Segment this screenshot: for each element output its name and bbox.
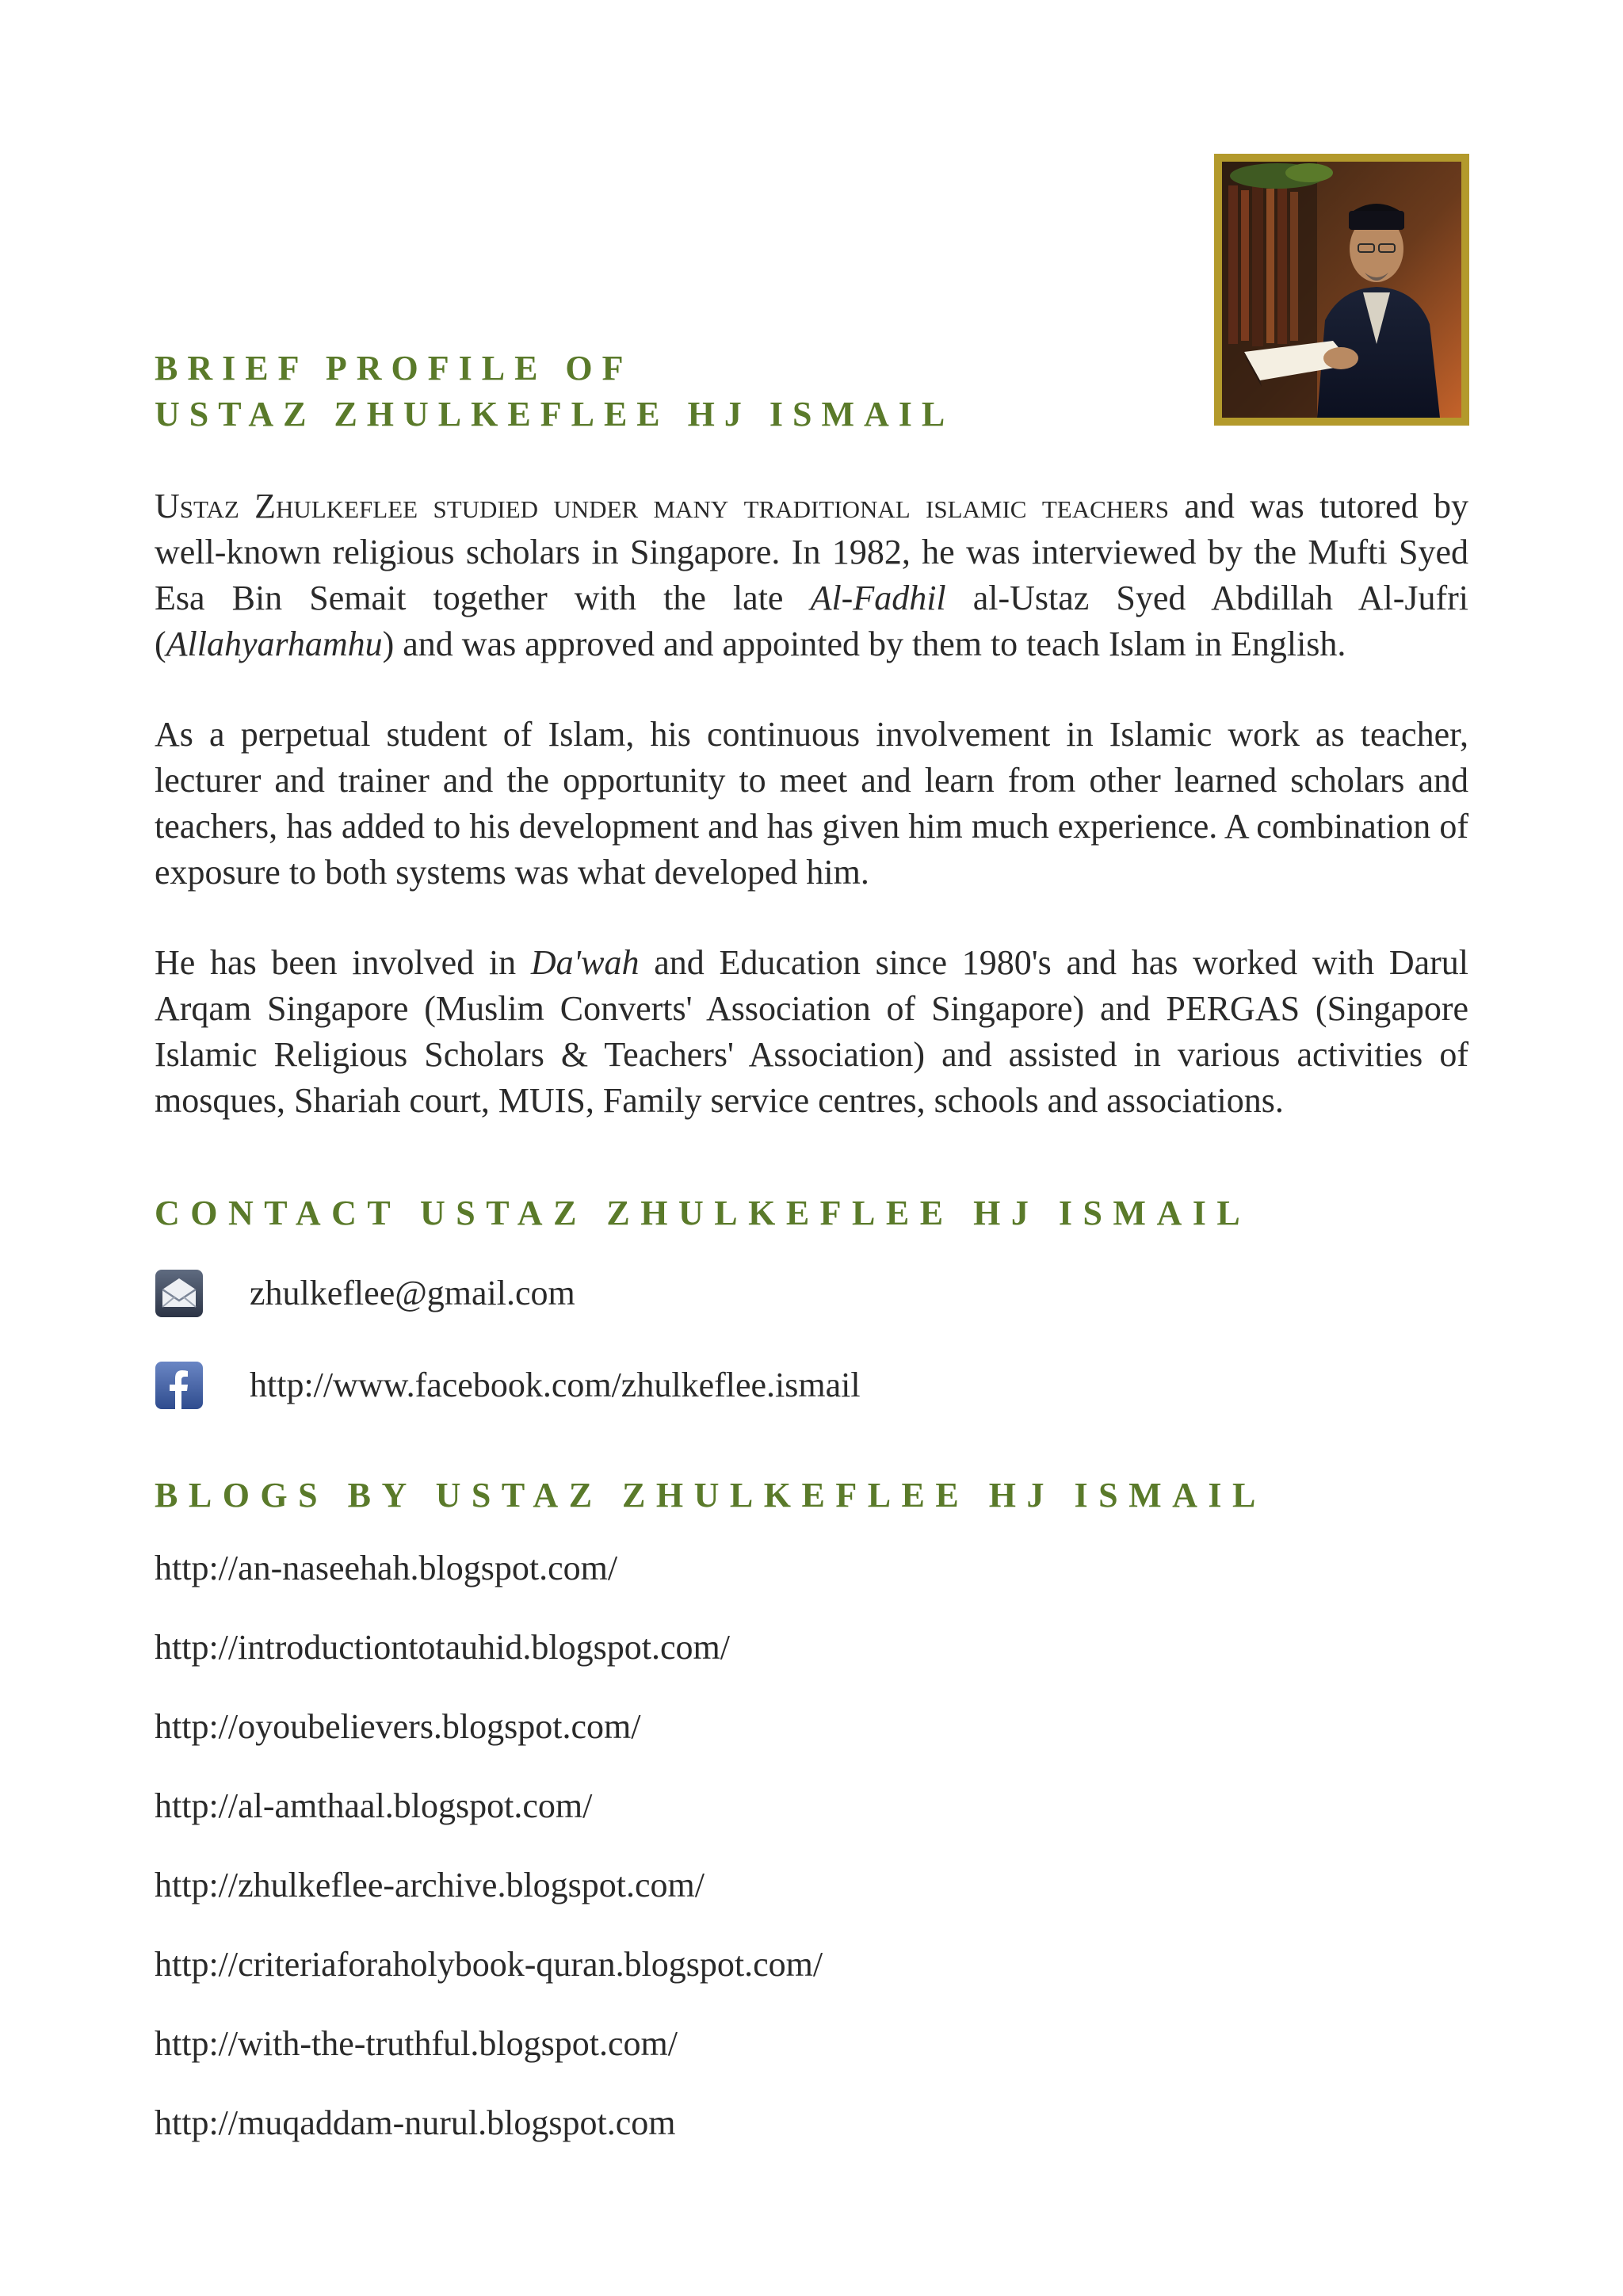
contact-email-row[interactable] (155, 1268, 575, 1319)
profile-paragraph-2: As a perpetual student of Islam, his continuous involvement in Islamic work as teacher, lecturer and trainer and the opportunity to meet and learn from other learned scholars and teachers, has added to his development and has given him much experience. A combination of exposure to both systems was what developed him. (155, 715, 1468, 892)
blog-link[interactable]: http://muqaddam-nurul.blogspot.com (155, 2103, 676, 2142)
facebook-icon (155, 1361, 204, 1410)
profile-heading (155, 346, 954, 437)
blog-list (155, 1545, 823, 2179)
portrait-image (1222, 162, 1461, 418)
portrait-photo (1214, 154, 1469, 426)
p1-text-a: and was tutored by well-known religious scholars in Singapore. In 1982, he was interviewed by the Mufti Syed Esa Bin Semait together with the late (155, 487, 1469, 617)
p1-text-c: ) and was approved and appointed by them to teach Islam in English. (382, 625, 1346, 663)
smallcaps-intro: Ustaz Zhulkeflee studied under many traditional islamic teachers (155, 487, 1170, 525)
contact-email-text[interactable]: zhulkeflee@gmail.com (250, 1274, 575, 1312)
profile-heading-line2: USTAZ ZHULKEFLEE HJ ISMAIL (155, 395, 955, 434)
profile-paragraph-1 (155, 483, 1468, 667)
p3-italic-dawah: Da'wah (530, 943, 640, 982)
p1-text-b: al-Ustaz Syed Abdillah Al-Jufri ( (155, 579, 1469, 663)
blog-link[interactable]: http://an-naseehah.blogspot.com/ (155, 1549, 618, 1587)
blog-link[interactable]: http://introductiontotauhid.blogspot.com/ (155, 1628, 730, 1667)
p1-italic-alfadhil: Al-Fadhil (810, 579, 946, 617)
blog-link[interactable]: http://oyoubelievers.blogspot.com/ (155, 1707, 641, 1746)
blog-link[interactable]: http://al-amthaal.blogspot.com/ (155, 1786, 593, 1825)
blog-link[interactable]: http://criteriaforaholybook-quran.blogspot.com/ (155, 1945, 823, 1984)
p1-italic-allahyarhamhu: Allahyarhamhu (166, 625, 383, 663)
contact-facebook-row[interactable] (155, 1360, 861, 1411)
blog-link[interactable]: http://with-the-truthful.blogspot.com/ (155, 2024, 678, 2063)
profile-paragraph-3 (155, 940, 1468, 1124)
contact-facebook-link[interactable]: http://www.facebook.com/zhulkeflee.ismail (250, 1366, 861, 1404)
contact-heading: CONTACT USTAZ ZHULKEFLEE HJ ISMAIL (155, 1194, 1251, 1232)
blog-link[interactable]: http://zhulkeflee-archive.blogspot.com/ (155, 1866, 705, 1904)
envelope-icon (155, 1269, 204, 1318)
blogs-heading: BLOGS BY USTAZ ZHULKEFLEE HJ ISMAIL (155, 1476, 1266, 1515)
p3-text-b: and Education since 1980's and has worked with Darul Arqam Singapore (Muslim Converts' Association of Singapore) and PERGAS (Singapore Islamic Religious Scholars & Teachers' Association) and assisted in various activities of mosques, Shariah court, MUIS, Family service centres, schools and associations. (155, 943, 1468, 1120)
p3-text-a: He has been involved in (155, 943, 531, 982)
profile-heading-line1: BRIEF PROFILE OF (155, 349, 633, 388)
